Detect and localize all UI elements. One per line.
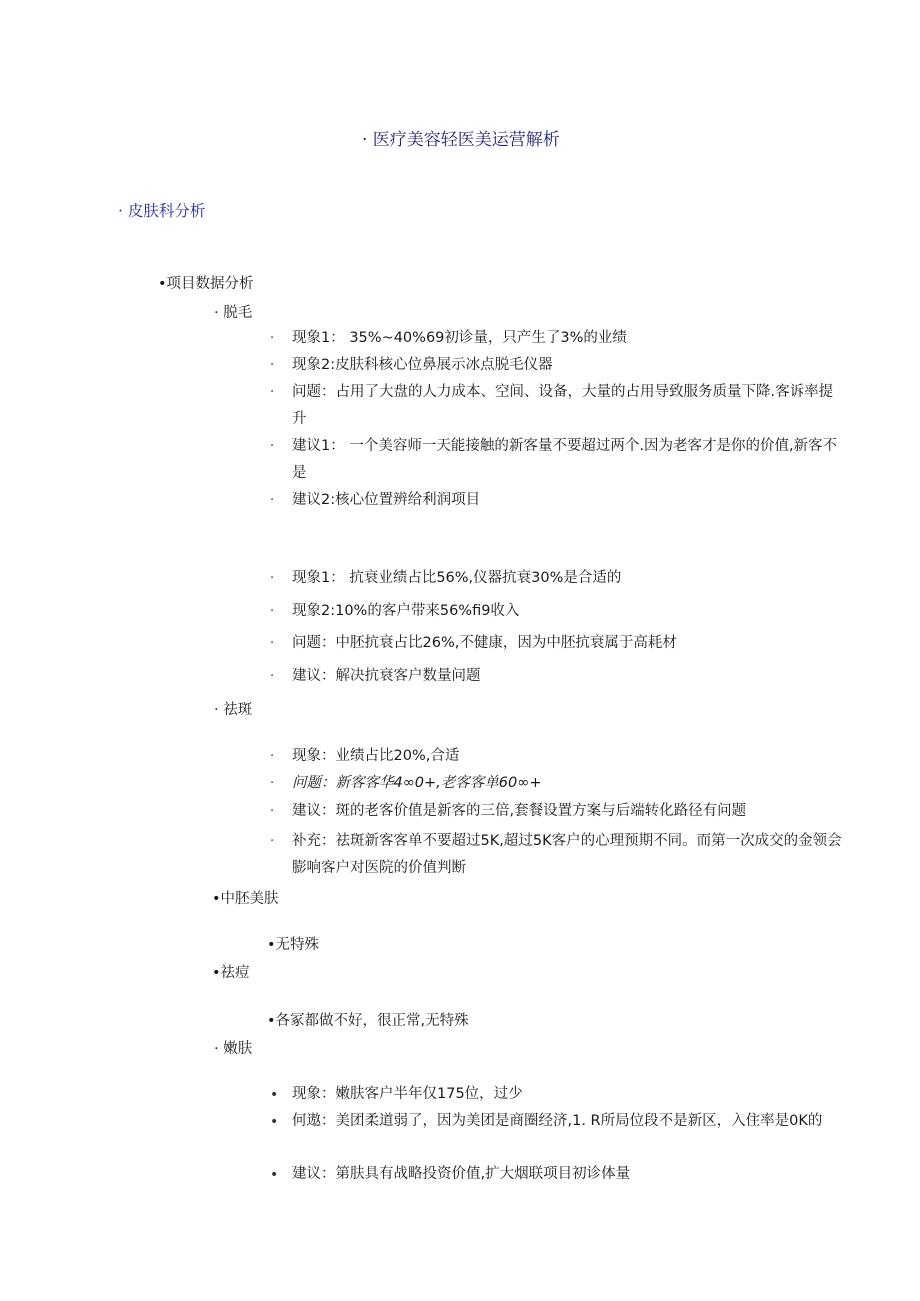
list-item: 现象：嫩肤客户半年仅175位，过少 <box>292 1086 523 1102</box>
list-item: 问题：中胚抗衰占比26%,不健康，因为中胚抗衰属于高耗材 <box>292 635 677 651</box>
list-item: 问题：占用了大盘的人力成本、空间、设备，大量的占用导致服务质量下降.客诉率提升 <box>292 384 834 427</box>
subheading-skin-rejuvenation: · 嫩肤 <box>214 1041 253 1057</box>
bullet-marker: · <box>270 439 275 454</box>
bullet-marker: • <box>270 1114 279 1130</box>
bullet-marker: · <box>270 358 275 373</box>
bullet-marker: • <box>270 1087 279 1103</box>
list-item: 建议：解决抗衰客户数量问题 <box>292 668 481 684</box>
list-item: 何遨：美团柔道弱了，因为美团是商圈经济,1. R所局位段不是新区，入住率是0K的 <box>292 1113 823 1129</box>
bullet-marker: · <box>270 493 275 508</box>
list-item: 补充：祛斑新客客单不要超过5K,超过5K客户的心理预期不同。而第一次成交的金领会膨响客户对医院的价值判断 <box>292 833 842 876</box>
subheading-hair-removal: · 脱毛 <box>214 305 253 321</box>
list-item: 建议1： 一个美容师一天能接触的新客量不要超过两个.因为老客才是你的价值,新客不是 <box>292 438 838 481</box>
list-item: 建议2:核心位置辨给利润项目 <box>292 492 481 508</box>
list-item: 现象2:10%的客户带来56%fi9收入 <box>292 603 520 619</box>
bullet-marker: · <box>270 804 275 819</box>
list-item: 现象1： 35%~40%69初诊量，只产生了3%的业绩 <box>292 330 627 346</box>
note-meso: •无特殊 <box>267 937 320 953</box>
bullet-marker: · <box>270 636 275 651</box>
bullet-marker: · <box>270 331 275 346</box>
list-item: 问题：新客客华4∞0+,老客客单60∞+ <box>292 775 542 791</box>
bullet-marker: · <box>270 571 275 586</box>
list-item: 现象1： 抗衰业绩占比56%,仪器抗衰30%是合适的 <box>292 570 622 586</box>
bullet-marker: · <box>270 834 275 849</box>
subheading-spot-removal: · 祛斑 <box>214 702 253 718</box>
bullet-marker: · <box>270 385 275 400</box>
subheading-meso-skincare: •中胚美肤 <box>212 891 279 907</box>
note-acne: •各冢都做不好，很正常,无特殊 <box>267 1013 469 1029</box>
bullet-marker: · <box>270 776 275 791</box>
bullet-marker: · <box>270 669 275 684</box>
heading-project-data-analysis: •项目数据分析 <box>158 276 254 292</box>
list-item: 建议：第肤具有战略投资价值,扩大烟联项目初诊体量 <box>292 1166 631 1182</box>
bullet-marker: · <box>270 749 275 764</box>
list-item: 建议：斑的老客价值是新客的三倍,套餐设置方案与后端转化路径有问题 <box>292 803 747 819</box>
page-title: · 医疗美容轻医美运营解析 <box>362 130 560 150</box>
list-item: 现象2:皮肤科核心位鼻展示冰点脱毛仪器 <box>292 357 553 373</box>
bullet-marker: • <box>270 1167 279 1183</box>
list-item: 现象：业绩占比20%,合适 <box>292 748 460 764</box>
section-heading-dermatology: · 皮肤科分析 <box>118 202 206 220</box>
bullet-marker: · <box>270 604 275 619</box>
subheading-acne: •祛痘 <box>212 965 250 981</box>
